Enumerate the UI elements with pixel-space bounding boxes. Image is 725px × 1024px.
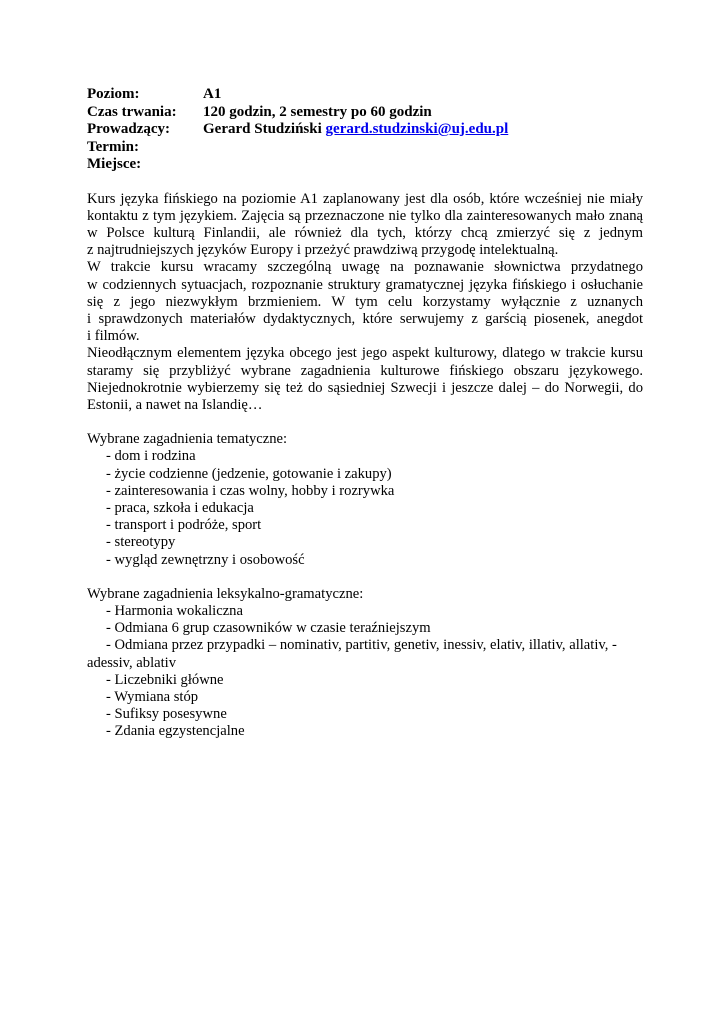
text-line: Estonii, a nawet na Islandię…	[87, 396, 263, 413]
text-line: i sprawdzonych materiałów dydaktycznych, które serwujemy z garścią piosenek, anegdot	[87, 310, 643, 327]
teacher-value	[203, 121, 643, 139]
list-item: - Sufiksy posesywne	[106, 706, 227, 723]
document-page	[87, 86, 643, 741]
list-item: - dom i rodzina	[106, 448, 196, 465]
duration-value: 120 godzin, 2 semestry po 60 godzin	[203, 103, 432, 120]
list-item: - Liczebniki główne	[106, 671, 224, 688]
thematic-list	[87, 448, 643, 568]
text-line: z najtrudniejszych języków Europy i przeżyć prawdziwą przygodę intelektualną.	[87, 242, 559, 259]
course-info	[87, 86, 643, 174]
grammar-list	[87, 603, 643, 741]
place-row	[87, 156, 643, 174]
list-item: - Odmiana 6 grup czasowników w czasie teraźniejszym	[106, 620, 431, 637]
list-item: - Wymiana stóp	[106, 688, 199, 705]
thematic-section	[87, 431, 643, 569]
text-line: Nieodłącznym elementem języka obcego jest jego aspekt kulturowy, dlatego w trakcie kursu	[87, 345, 643, 362]
text-line: Kurs języka fińskiego na poziomie A1 zaplanowany jest dla osób, które wcześniej nie miały	[87, 190, 643, 207]
text-line: i filmów.	[87, 328, 140, 345]
text-line: W trakcie kursu wracamy szczególną uwagę na poznawanie słownictwa przydatnego	[87, 259, 643, 276]
term-label: Termin:	[87, 138, 139, 155]
list-item-continuation: adessiv, ablativ	[87, 654, 177, 671]
list-item: - Zdania egzystencjalne	[106, 723, 245, 740]
description-paragraph-2	[87, 259, 643, 345]
list-item-text: - Odmiana przez przypadki – nominativ, partitiv, genetiv, inessiv, elativ, illativ, allativ, -	[106, 637, 617, 654]
text-line: Niejednokrotnie wybierzemy się też do sąsiedniej Szwecji i jeszcze dalej – do Norwegii, do	[87, 379, 643, 396]
grammar-section	[87, 586, 643, 741]
teacher-name: Gerard Studziński	[203, 121, 322, 137]
level-value: A1	[203, 86, 222, 102]
list-item: - Harmonia wokaliczna	[106, 602, 243, 619]
list-item: - wygląd zewnętrzny i osobowość	[106, 551, 305, 568]
text-line: się z jego niezwykłym brzmieniem. W tym celu korzystamy wyłącznie z uznanych	[87, 293, 643, 310]
teacher-label: Prowadzący:	[87, 121, 171, 137]
list-item: - praca, szkoła i edukacja	[106, 499, 254, 516]
description-paragraph-1	[87, 191, 643, 260]
level-label: Poziom:	[87, 86, 140, 102]
thematic-title: Wybrane zagadnienia tematyczne:	[87, 431, 288, 448]
duration-row	[87, 104, 643, 122]
list-item: - życie codzienne (jedzenie, gotowanie i zakupy)	[106, 465, 392, 482]
text-line: w Polsce kulturą Finlandii, ale również dla tych, którzy chcą zmierzyć się z jednym	[87, 224, 643, 241]
term-row	[87, 139, 643, 157]
text-line: kontaktu z tym językiem. Zajęcia są przeznaczone nie tylko dla zainteresowanych mało znaną	[87, 207, 643, 224]
list-item: - stereotypy	[106, 534, 176, 551]
list-item: - zainteresowania i czas wolny, hobby i rozrywka	[106, 482, 395, 499]
list-item	[87, 637, 643, 671]
teacher-row	[87, 121, 643, 139]
description-paragraph-3	[87, 345, 643, 414]
list-item: - transport i podróże, sport	[106, 517, 262, 534]
duration-label: Czas trwania:	[87, 103, 177, 120]
teacher-email-link[interactable]: gerard.studzinski@uj.edu.pl	[325, 121, 509, 137]
level-row	[87, 86, 643, 104]
grammar-title: Wybrane zagadnienia leksykalno-gramatyczne:	[87, 585, 364, 602]
text-line: staramy się przybliżyć wybrane zagadnienia kulturowe fińskiego obszaru językowego.	[87, 362, 643, 379]
place-label: Miejsce:	[87, 156, 142, 172]
text-line: w codziennych sytuacjach, rozpoznanie struktury gramatycznej języka fińskiego i osłuchanie	[87, 276, 643, 293]
